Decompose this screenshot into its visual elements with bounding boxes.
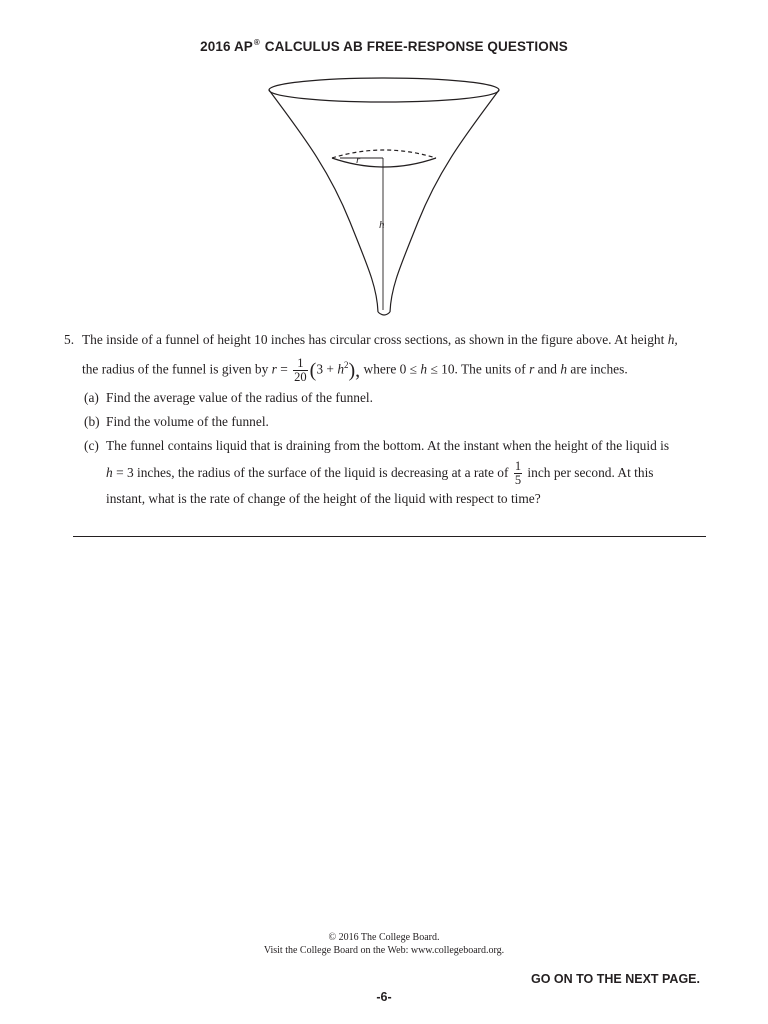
question-parts bbox=[84, 386, 724, 511]
footer bbox=[0, 931, 768, 957]
liquid-surface-front bbox=[332, 158, 436, 167]
question-text-1: The inside of a funnel of height 10 inches has circular cross sections, as shown in the figure above. At height bbox=[82, 332, 665, 347]
formula-exponent: 2 bbox=[344, 360, 349, 370]
page-header bbox=[0, 38, 768, 54]
part-c-line-2-row bbox=[84, 458, 724, 487]
part-a-text: Find the average value of the radius of the funnel. bbox=[106, 390, 373, 405]
registered-mark: ® bbox=[253, 38, 260, 47]
question-line-1 bbox=[64, 328, 714, 353]
formula-paren-close: ), bbox=[348, 359, 361, 382]
part-c-line-1: The funnel contains liquid that is draining from the bottom. At the instant when the height of the liquid is bbox=[106, 438, 670, 453]
header-prefix: 2016 AP bbox=[200, 39, 253, 54]
question-text-2: the radius of the funnel is given by bbox=[82, 361, 269, 377]
funnel-right-wall bbox=[390, 90, 499, 312]
part-c-frac-den: 5 bbox=[514, 473, 522, 488]
formula-inner-var: h bbox=[337, 361, 345, 377]
part-a-label: (a) bbox=[84, 390, 99, 405]
part-b-label: (b) bbox=[84, 414, 100, 429]
formula-lhs: r bbox=[271, 361, 277, 377]
units-var-r: r bbox=[529, 361, 535, 377]
funnel-figure bbox=[250, 72, 520, 322]
part-c bbox=[84, 434, 724, 458]
height-label: h bbox=[379, 219, 385, 231]
units-and: and bbox=[537, 361, 557, 377]
part-c-line-2b: inch per second. At this bbox=[527, 465, 654, 480]
separator-line bbox=[73, 536, 706, 537]
funnel-left-wall bbox=[269, 90, 378, 312]
formula-denominator: 20 bbox=[294, 369, 307, 384]
formula-paren-open: ( bbox=[309, 359, 317, 382]
part-c-line-3: instant, what is the rate of change of the height of the liquid with respect to time? bbox=[106, 491, 541, 506]
formula-numerator: 1 bbox=[293, 357, 308, 371]
part-a bbox=[84, 386, 724, 410]
question-5 bbox=[64, 328, 714, 385]
next-page-notice: GO ON TO THE NEXT PAGE. bbox=[530, 972, 700, 986]
part-b bbox=[84, 410, 724, 434]
formula-fraction bbox=[293, 357, 308, 384]
funnel-spout-bottom bbox=[378, 312, 390, 315]
units-text-end: are inches. bbox=[570, 361, 628, 377]
part-c-var-h: h bbox=[106, 465, 113, 480]
visit-text: Visit the College Board on the Web: www.collegeboard.org. bbox=[263, 945, 505, 956]
question-number: 5. bbox=[64, 332, 75, 347]
part-c-frac-num: 1 bbox=[514, 459, 522, 474]
part-c-line-2a: = 3 inches, the radius of the surface of the liquid is decreasing at a rate of bbox=[116, 465, 509, 480]
domain-a: 0 ≤ bbox=[399, 361, 418, 377]
header-title: CALCULUS AB FREE-RESPONSE QUESTIONS bbox=[264, 39, 568, 54]
part-c-fraction bbox=[514, 460, 522, 487]
units-var-h: h bbox=[560, 361, 568, 377]
domain-b: ≤ 10. bbox=[430, 361, 458, 377]
part-b-text: Find the volume of the funnel. bbox=[106, 414, 269, 429]
part-c-line-3-row bbox=[84, 487, 724, 511]
var-h: h, bbox=[667, 332, 678, 347]
question-line-2 bbox=[64, 353, 714, 385]
units-text-a: The units of bbox=[461, 361, 526, 377]
page-number: -6- bbox=[376, 990, 392, 1004]
part-c-label: (c) bbox=[84, 438, 99, 453]
domain-var: h bbox=[420, 361, 428, 377]
formula-equals: = bbox=[280, 361, 288, 377]
radius-label: r bbox=[356, 154, 361, 166]
liquid-surface-back bbox=[332, 150, 436, 158]
funnel-top-rim bbox=[269, 78, 499, 102]
formula-inner: 3 + bbox=[316, 361, 334, 377]
domain-where: where bbox=[363, 361, 397, 377]
copyright-text: © 2016 The College Board. bbox=[328, 932, 440, 943]
